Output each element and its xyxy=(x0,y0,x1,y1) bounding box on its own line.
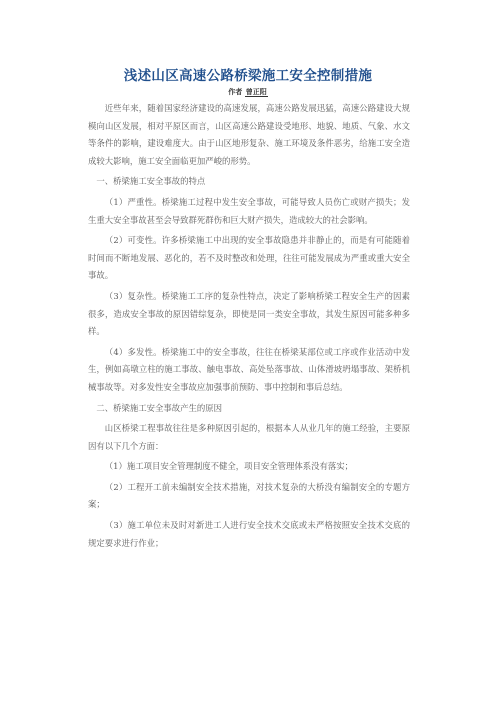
paragraph-s1-1: （1）严重性。桥梁施工过程中发生安全事故，可能导致人员伤亡或财产损失；发生重大安全事故甚至会导致群死群伤和巨大财产损失，造成较大的社会影响。 xyxy=(88,196,410,225)
author-line xyxy=(0,87,496,97)
paragraph-s2-3: （3）施工单位未及时对新进工人进行安全技术交底或未严格按照安全技术交底的规定要求进行作业； xyxy=(88,520,410,548)
paragraph-s1-4: （4）多发性。桥梁施工中的安全事故，往往在桥梁某部位或工序或作业活动中发生，例如高墩立柱的施工事故、触电事故、高处坠落事故、山体滑坡坍塌事故、架桥机械事故等。对多发性安全事故应加强事前预防、事中控制和事后总结。 xyxy=(88,346,410,392)
intro-paragraph: 近些年来，随着国家经济建设的高速发展，高速公路发展迅猛，高速公路建设大规模向山区发展，相对平原区而言，山区高速公路建设受地形、地貌、地质、气象、水文等条件的影响，建设难度大。由于山区地形复杂、施工环境及条件恶劣，给施工安全造成较大影响，施工安全面临更加严峻的形势。 xyxy=(88,103,410,166)
document-title: 浅述山区高速公路桥梁施工安全控制措施 xyxy=(123,68,373,84)
document-body xyxy=(88,100,410,555)
paragraph-s2-1: （1）施工项目安全管理制度不健全，项目安全管理体系没有落实； xyxy=(104,461,353,472)
author-label: 作者 xyxy=(228,88,243,96)
author-name: 曾正阳 xyxy=(245,88,267,96)
paragraph-s1-3: （3）复杂性。桥梁施工工序的复杂性特点，决定了影响桥梁工程安全生产的因素很多，造成安全事故的原因错综复杂，即使是同一类安全事故，其发生原因可能多种多样。 xyxy=(88,290,410,337)
section-heading-2: 二、桥梁施工安全事故产生的原因 xyxy=(96,402,223,413)
paragraph-s2-2: （2）工程开工前未编制安全技术措施，对技术复杂的大桥没有编制安全的专题方案； xyxy=(88,481,410,510)
paragraph-s2-intro: 山区桥梁工程事故往往是多种原因引起的，根据本人从业几年的施工经验，主要原因有以下几个方面： xyxy=(88,423,410,451)
section-heading-1: 一、桥梁施工安全事故的特点 xyxy=(96,176,206,187)
paragraph-s1-2: （2）可变性。许多桥梁施工中出现的安全事故隐患并非静止的，而是有可能随着时间而不断地发展、恶化的，若不及时整改和处理，往往可能发展成为严重或重大安全事故。 xyxy=(88,235,410,281)
